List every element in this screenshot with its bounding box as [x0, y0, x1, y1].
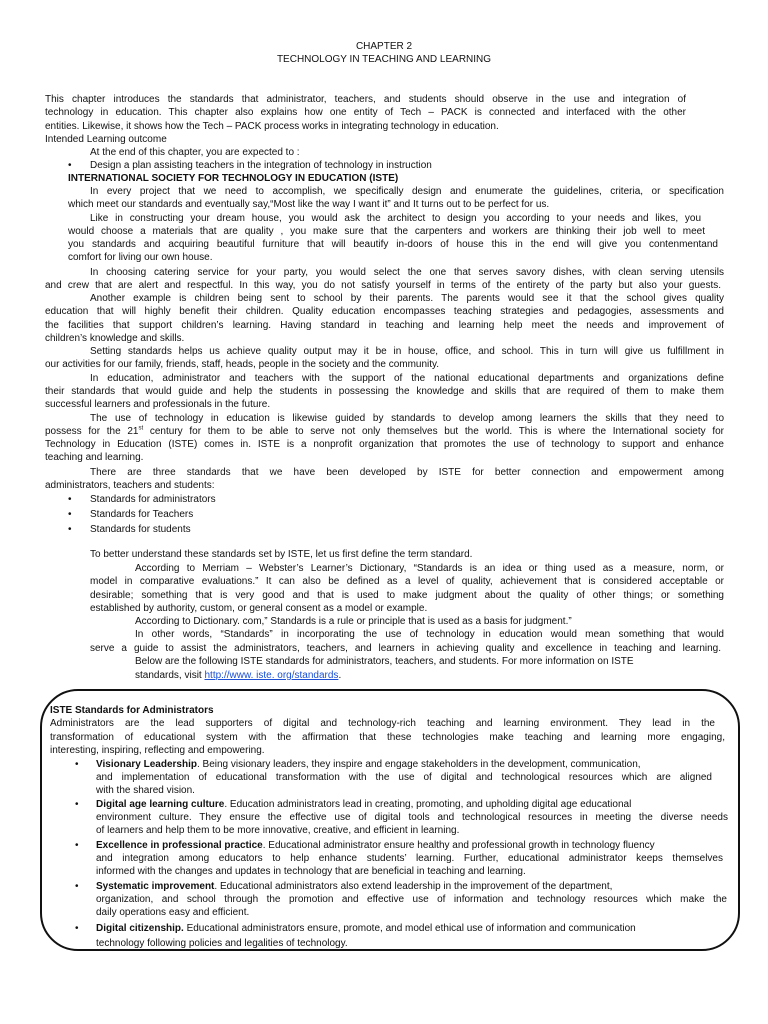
admin-item-line: and implementation of educational transformation with the use of digital and technological resources which are aligned	[96, 772, 712, 783]
admin-item-excellence-professional-practice: Excellence in professional practice. Educational administrator ensure healthy and professional growth in technology fluency	[96, 840, 655, 851]
paragraph-line: There are three standards that we have been developed by ISTE for better connection and empowerment among	[90, 467, 724, 478]
paragraph-line-21st-century: possess for the 21st century for them to be able to serve not only themselves but the world. This is where the International society for	[45, 425, 724, 437]
paragraph-line: According to Dictionary. com,” Standards is a rule or principle that is used as a basis for judgment.”	[135, 616, 572, 627]
intro-line: At the end of this chapter, you are expected to :	[90, 147, 300, 158]
paragraph-line: In every project that we need to accomplish, we specifically design and enumerate the guidelines, criteria, or specification	[90, 186, 724, 197]
admin-intro-line: transformation of educational system with the affirmation that these technologies make teaching and learning more engaging,	[50, 732, 725, 743]
paragraph-line: comfort for living our own house.	[68, 252, 213, 263]
paragraph-line: our activities for our family, friends, staff, heads, people in the society and the community.	[45, 359, 440, 370]
paragraph-line: their standards that would guide and help the students in possessing the knowledge and skills that are required of them to make them	[45, 386, 724, 397]
paragraph-line: model in comparative evaluations.” It can also be defined as a level of quality, achievement that is considered acceptable or	[90, 576, 724, 587]
paragraph-line: successful learners and professionals in the future.	[45, 399, 271, 410]
bullet-icon: •	[75, 799, 79, 810]
admin-item-line: and integration among educators to help enhance students’ learning. Further, educational administrator keeps themselves	[96, 853, 723, 864]
paragraph-line: In other words, “Standards” in incorporating the use of technology in education would mean something that would	[135, 629, 724, 640]
chapter-title: TECHNOLOGY IN TEACHING AND LEARNING	[276, 54, 492, 65]
paragraph-line: In education, administrator and teachers with the support of the national educational departments and organizations define	[90, 373, 724, 384]
paragraph-line: According to Merriam – Webster’s Learner’s Dictionary, “Standards is an idea or thing used as a measure, norm, or	[135, 563, 724, 574]
paragraph-line: and crew that are alert and respectful. In this way, you do not satisfy yourself in terms of the entirety of the party but also your guests.	[45, 280, 721, 291]
paragraph-line: To better understand these standards set by ISTE, let us first define the term standard.	[90, 549, 473, 560]
admin-item-visionary-leadership: Visionary Leadership. Being visionary leaders, they inspire and engage stakeholders in the development, communication,	[96, 759, 641, 770]
bullet-icon: •	[75, 923, 79, 934]
chapter-label: CHAPTER 2	[355, 41, 413, 52]
standards-list-item: Standards for administrators	[90, 494, 216, 505]
bullet-icon: •	[68, 524, 72, 535]
admin-item-line: with the shared vision.	[96, 785, 195, 796]
admin-item-line: environment culture. They ensure the effective use of digital tools and technological resources in meeting the diverse needs	[96, 812, 728, 823]
visit-line: standards, visit http://www. iste. org/standards.	[135, 670, 342, 681]
admin-item-line: of learners and help them to be more innovative, creative, and efficient in learning.	[96, 825, 460, 836]
admin-item-line: technology following policies and legalities of technology.	[96, 938, 348, 949]
paragraph-line: serve a guide to assist the administrators, teachers, and learners in achieving quality and excellence in teaching and learning.	[90, 643, 721, 654]
admin-item-line: daily operations easy and efficient.	[96, 907, 250, 918]
paragraph-line: Setting standards helps us achieve quality output may it be in house, office, and school. This in turn will give us fulfillment in	[90, 346, 724, 357]
bullet-icon: •	[68, 509, 72, 520]
admin-item-digital-age-learning-culture: Digital age learning culture. Education administrators lead in creating, promoting, and upholding digital age educational	[96, 799, 632, 810]
paragraph-line: The use of technology in education is likewise guided by standards to develop among learners the skills that they need to	[90, 413, 724, 424]
intro-line: This chapter introduces the standards that administrator, teachers, and students should observe in the use and integration of	[45, 94, 686, 105]
paragraph-line: desirable; something that is very good and that is used to make judgment about the quality of other things; or something	[90, 590, 724, 601]
iste-heading: INTERNATIONAL SOCIETY FOR TECHNOLOGY IN EDUCATION (ISTE)	[68, 173, 399, 184]
paragraph-line: would choose a materials that are quality , you make sure that the carpenters and workers are thinking their job well to meet	[68, 226, 705, 237]
intro-line: entities. Likewise, it shows how the Tech – PACK process works in integrating technology in education.	[45, 121, 499, 132]
bullet-icon: •	[75, 881, 79, 892]
paragraph-line: Like in constructing your dream house, you would ask the architect to design you according to your needs and likes, you	[90, 213, 701, 224]
paragraph-line: established by authority, custom, or general consent as a model or example.	[90, 603, 428, 614]
paragraph-line: which meet our standards and eventually say,“Most like the way I want it” and It turns out to be perfect for us.	[68, 199, 550, 210]
paragraph-line: In choosing catering service for your party, you would select the one that serves savory dishes, with clean serving utensils	[90, 267, 724, 278]
bullet-icon: •	[68, 494, 72, 505]
paragraph-line: Another example is children being sent to school by their parents. The parents would see it that the school gives quality	[90, 293, 724, 304]
bullet-icon: •	[75, 840, 79, 851]
paragraph-line: administrators, teachers and students:	[45, 480, 215, 491]
admin-item-line: informed with the changes and updates in technology that are beneficial in teaching and learning.	[96, 866, 526, 877]
admin-item-systematic-improvement: Systematic improvement. Educational administrators also extend leadership in the improvement of the department,	[96, 881, 613, 892]
intro-line: technology in education. This chapter also explains how one entity of Tech – PACK is connected and interfaced with the other	[45, 107, 686, 118]
bullet-icon: •	[75, 759, 79, 770]
outcome-bullet-text: Design a plan assisting teachers in the integration of technology in instruction	[90, 160, 432, 171]
paragraph-line: children’s knowledge and skills.	[45, 333, 185, 344]
admin-intro-line: Administrators are the lead supporters of digital and technology-rich teaching and learning environment. They lead in the	[50, 718, 715, 729]
admin-item-line: organization, and school through the promotion and effective use of information and technology resources which make the	[96, 894, 727, 905]
admin-box-heading: ISTE Standards for Administrators	[50, 705, 214, 716]
paragraph-line: the facilities that support children’s learning. Having standard in teaching and learning help meet the needs and improvement of	[45, 320, 724, 331]
standards-list-item: Standards for students	[90, 524, 191, 535]
paragraph-line: Below are the following ISTE standards for administrators, teachers, and students. For more information on ISTE	[135, 656, 634, 667]
paragraph-line: education that will highly benefit their children. Quality education encompasses teaching strategies and pedagogies, assessments and	[45, 306, 724, 317]
paragraph-line: Technology in Education (ISTE) comes in. ISTE is a nonprofit organization that promotes the use of technology to support and enhance	[45, 439, 724, 450]
standards-list-item: Standards for Teachers	[90, 509, 194, 520]
bullet-icon: •	[68, 160, 72, 171]
iste-standards-link[interactable]: http://www. iste. org/standards	[204, 670, 339, 681]
admin-item-digital-citizenship: Digital citizenship. Educational administrators ensure, promote, and model ethical use of information and communication	[96, 923, 636, 934]
admin-intro-line: interesting, inspiring, reflecting and empowering.	[50, 745, 265, 756]
paragraph-line: teaching and learning.	[45, 452, 144, 463]
paragraph-line: you standards and acquiring beautiful furniture that will beautify in-doors of house this in the end will give you contenmentand	[68, 239, 718, 250]
learning-outcome-heading: Intended Learning outcome	[45, 134, 167, 145]
